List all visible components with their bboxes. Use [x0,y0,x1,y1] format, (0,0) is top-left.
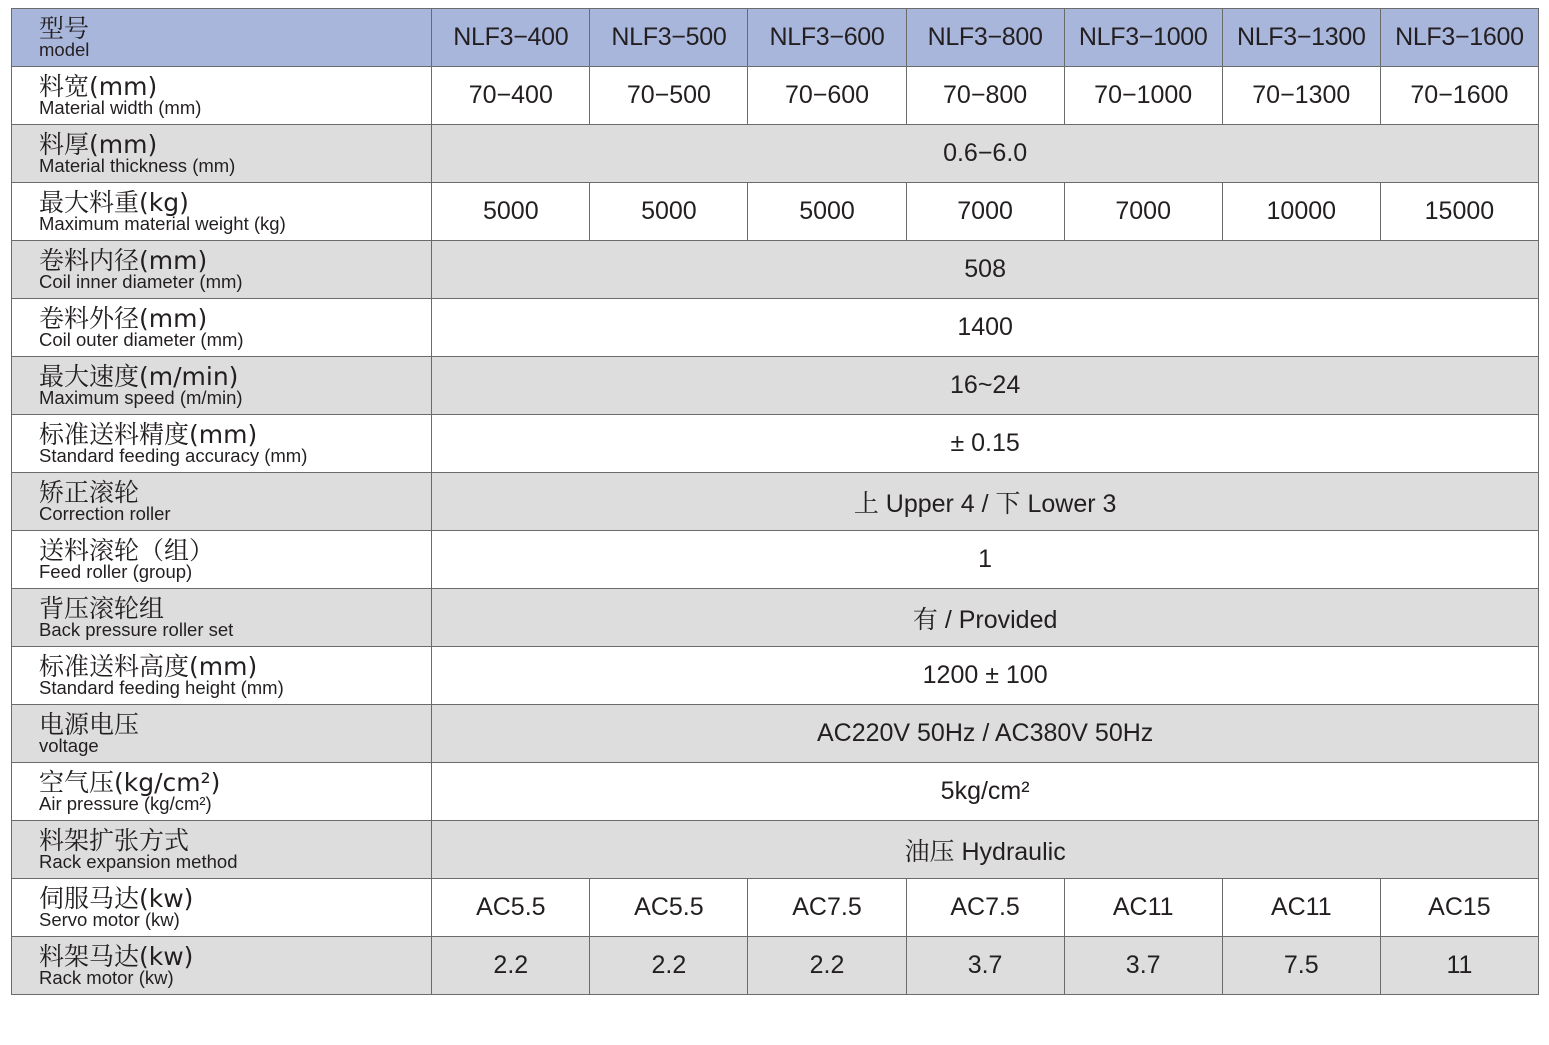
header-row [12,9,1539,67]
row-label-en: Coil outer diameter (mm) [39,328,244,350]
row-label-cn: 伺服马达(kw) [39,883,194,913]
row-label-cell [12,357,432,415]
table-row [12,589,1539,647]
value-cell-merged: 16~24 [432,357,1539,415]
value-cell-merged: AC220V 50Hz / AC380V 50Hz [432,705,1539,763]
row-label-en: Standard feeding accuracy (mm) [39,444,308,466]
header-label-cn: 型号 [39,13,90,43]
row-label-cn: 最大料重(kg) [39,187,189,217]
value-cell: 70−800 [906,67,1064,125]
spec-table [11,8,1539,995]
value-cell: 70−600 [748,67,906,125]
value-cell: 7000 [906,183,1064,241]
table-row [12,879,1539,937]
row-label-cell [12,415,432,473]
row-label-en: Back pressure roller set [39,618,234,640]
row-label-en: Rack motor (kw) [39,966,174,988]
value-cell-merged: 1 [432,531,1539,589]
row-label-cell [12,589,432,647]
table-row [12,937,1539,995]
table-row [12,415,1539,473]
value-cell: 70−1300 [1222,67,1380,125]
value-cell: 7000 [1064,183,1222,241]
value-cell: 15000 [1380,183,1538,241]
value-cell-merged: 油压 Hydraulic [432,821,1539,879]
table-row [12,67,1539,125]
row-label-en: Correction roller [39,502,171,524]
row-label-en: Material thickness (mm) [39,154,236,176]
row-label-cn: 送料滚轮（组） [39,535,215,565]
row-label-cn: 电源电压 [39,709,140,739]
value-cell-merged: 0.6−6.0 [432,125,1539,183]
row-label-cell [12,531,432,589]
row-label-en: Maximum material weight (kg) [39,212,286,234]
model-header: NLF3−1300 [1222,9,1380,67]
value-cell: 11 [1380,937,1538,995]
model-header: NLF3−1600 [1380,9,1538,67]
row-label-cn: 标准送料精度(mm) [39,419,258,449]
row-label-cn: 卷料外径(mm) [39,303,208,333]
model-header: NLF3−800 [906,9,1064,67]
row-label-en: Servo motor (kw) [39,908,180,930]
value-cell: 7.5 [1222,937,1380,995]
row-label-cn: 背压滚轮组 [39,593,165,623]
value-cell: 70−1000 [1064,67,1222,125]
row-label-cell [12,241,432,299]
value-cell-merged: 1400 [432,299,1539,357]
row-label-cn: 料宽(mm) [39,71,158,101]
row-label-cell [12,821,432,879]
table-row [12,299,1539,357]
value-cell-merged: 5kg/cm² [432,763,1539,821]
value-cell-merged: ± 0.15 [432,415,1539,473]
row-label-cell [12,67,432,125]
table-row [12,125,1539,183]
table-row [12,357,1539,415]
row-label-cell [12,183,432,241]
model-header: NLF3−1000 [1064,9,1222,67]
value-cell: 3.7 [906,937,1064,995]
header-label-cell [12,9,432,67]
table-row [12,183,1539,241]
value-cell: AC5.5 [432,879,590,937]
value-cell: 5000 [748,183,906,241]
value-cell: 5000 [432,183,590,241]
row-label-en: Standard feeding height (mm) [39,676,284,698]
table-row [12,763,1539,821]
row-label-cell [12,125,432,183]
row-label-cn: 料厚(mm) [39,129,158,159]
value-cell-merged: 508 [432,241,1539,299]
row-label-cn: 料架扩张方式 [39,825,190,855]
table-row [12,705,1539,763]
row-label-en: voltage [39,734,99,756]
row-label-en: Rack expansion method [39,850,238,872]
table-row [12,821,1539,879]
value-cell: AC11 [1222,879,1380,937]
row-label-cn: 空气压(kg/cm²) [39,767,221,797]
row-label-en: Maximum speed (m/min) [39,386,243,408]
row-label-cn: 料架马达(kw) [39,941,194,971]
row-label-cell [12,473,432,531]
table-row [12,241,1539,299]
row-label-cell [12,763,432,821]
value-cell: 2.2 [432,937,590,995]
row-label-en: Feed roller (group) [39,560,193,582]
row-label-cn: 矫正滚轮 [39,477,140,507]
value-cell: 70−1600 [1380,67,1538,125]
value-cell: 3.7 [1064,937,1222,995]
value-cell: 2.2 [748,937,906,995]
table-row [12,647,1539,705]
value-cell: AC7.5 [748,879,906,937]
value-cell: AC5.5 [590,879,748,937]
value-cell-merged: 上 Upper 4 / 下 Lower 3 [432,473,1539,531]
row-label-cell [12,647,432,705]
table-row [12,531,1539,589]
model-header: NLF3−400 [432,9,590,67]
row-label-cn: 卷料内径(mm) [39,245,208,275]
row-label-cell [12,299,432,357]
model-header: NLF3−600 [748,9,906,67]
value-cell: 70−400 [432,67,590,125]
row-label-cell [12,879,432,937]
value-cell-merged: 1200 ± 100 [432,647,1539,705]
row-label-en: Air pressure (kg/cm²) [39,792,212,814]
value-cell: 5000 [590,183,748,241]
value-cell: 70−500 [590,67,748,125]
row-label-en: Material width (mm) [39,96,202,118]
table-row [12,473,1539,531]
value-cell: AC15 [1380,879,1538,937]
header-label-en: model [39,38,90,60]
row-label-en: Coil inner diameter (mm) [39,270,243,292]
row-label-cell [12,937,432,995]
value-cell: 2.2 [590,937,748,995]
row-label-cell [12,705,432,763]
value-cell: AC7.5 [906,879,1064,937]
value-cell-merged: 有 / Provided [432,589,1539,647]
value-cell: 10000 [1222,183,1380,241]
model-header: NLF3−500 [590,9,748,67]
value-cell: AC11 [1064,879,1222,937]
row-label-cn: 最大速度(m/min) [39,361,239,391]
row-label-cn: 标准送料高度(mm) [39,651,258,681]
